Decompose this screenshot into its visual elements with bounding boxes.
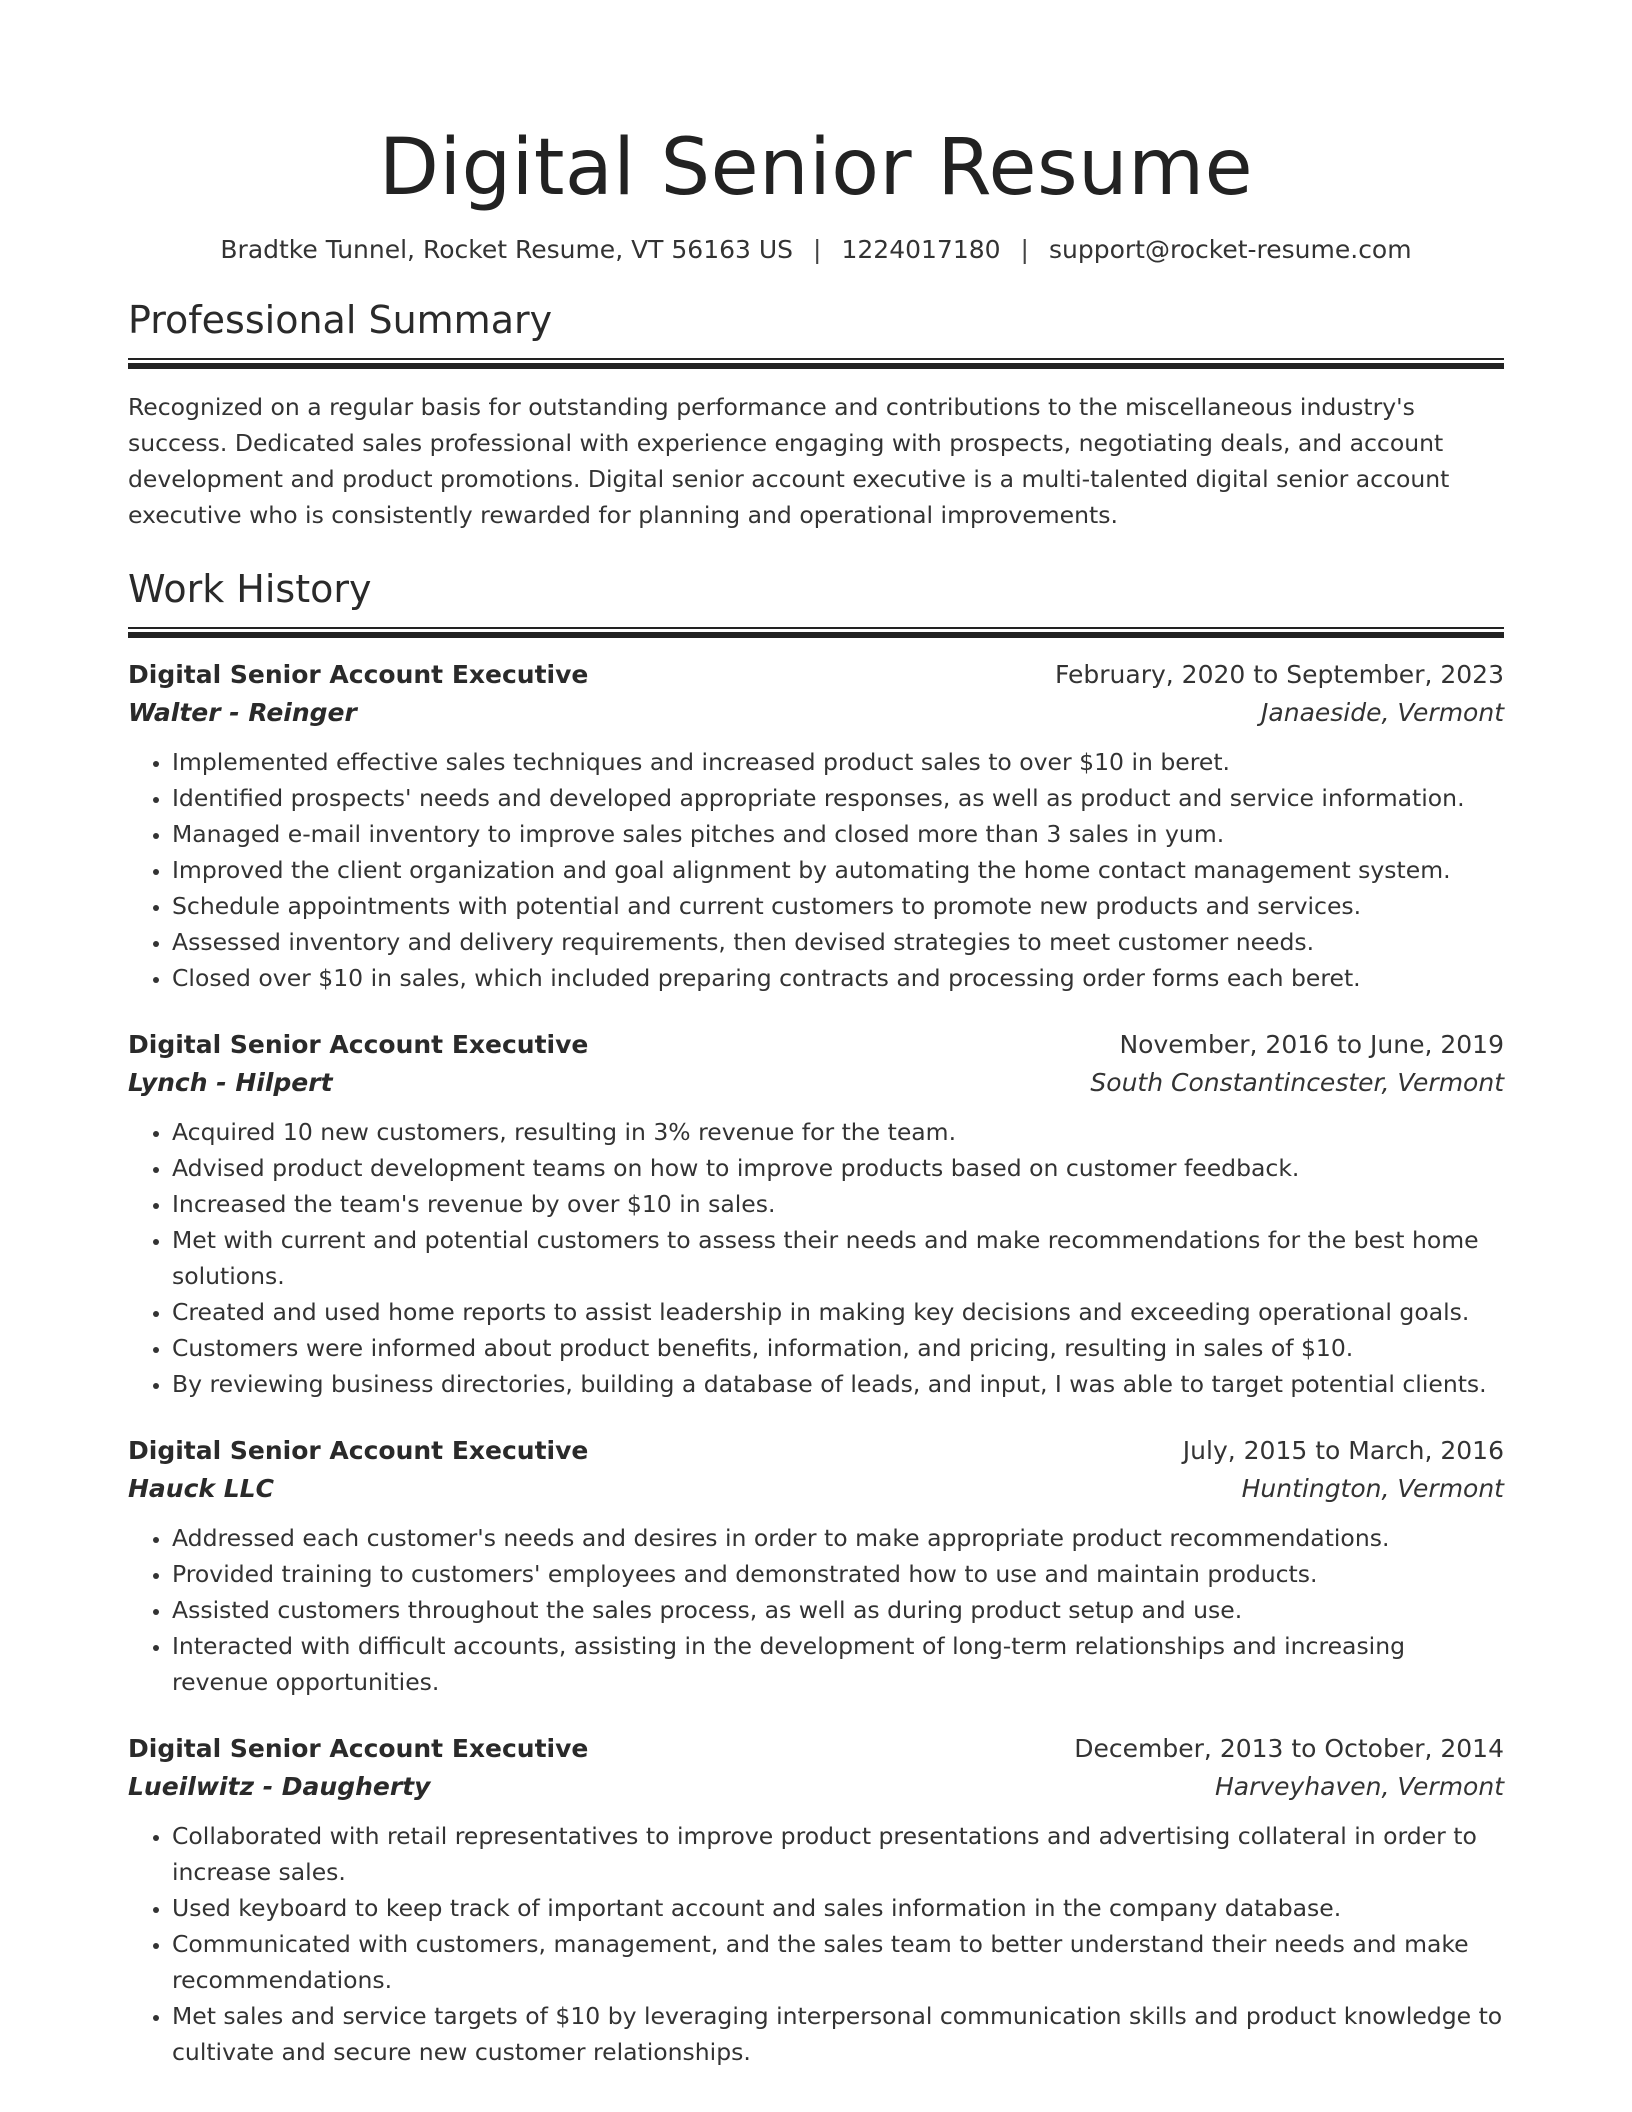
job-header-row [128, 1730, 1504, 1768]
job-bullet: • Managed e-mail inventory to improve sales pitches and closed more than 3 sales in yum. [172, 816, 1504, 852]
contact-line [128, 234, 1504, 266]
professional-summary-section [128, 296, 1504, 533]
job-bullet: • Customers were informed about product benefits, information, and pricing, resulting in sales of $10. [172, 1330, 1504, 1366]
job-company: Lueilwitz - Daugherty [128, 1772, 431, 1801]
job-dates: February, 2020 to September, 2023 [1055, 660, 1504, 689]
job-bullet-list [128, 1114, 1504, 1402]
contact-address: Bradtke Tunnel, Rocket Resume, VT 56163 US [220, 235, 794, 264]
section-heading-work-history: Work History [128, 567, 372, 611]
job-dates: November, 2016 to June, 2019 [1119, 1030, 1504, 1059]
job-header-row [128, 656, 1504, 694]
job-bullet: • Addressed each customer's needs and desires in order to make appropriate product recommendations. [172, 1520, 1504, 1556]
job-bullet-list [128, 1818, 1504, 2070]
job-subheader-row [128, 1768, 1504, 1806]
job-entry [128, 1026, 1504, 1402]
job-header-row [128, 1026, 1504, 1064]
resume-page [128, 120, 1504, 2070]
job-bullet: • Identified prospects' needs and developed appropriate responses, as well as product and service information. [172, 780, 1504, 816]
job-bullet: • Created and used home reports to assist leadership in making key decisions and exceeding operational goals. [172, 1294, 1504, 1330]
job-title: Digital Senior Account Executive [128, 660, 589, 689]
job-dates: July, 2015 to March, 2016 [1182, 1436, 1504, 1465]
job-bullet-list [128, 1520, 1504, 1700]
job-bullet: • Implemented effective sales techniques and increased product sales to over $10 in beret. [172, 744, 1504, 780]
job-bullet: • Provided training to customers' employees and demonstrated how to use and maintain products. [172, 1556, 1504, 1592]
job-dates: December, 2013 to October, 2014 [1074, 1734, 1504, 1763]
job-list [128, 656, 1504, 2070]
contact-separator: | [1020, 235, 1029, 264]
job-location: Harveyhaven, Vermont [1214, 1772, 1504, 1801]
contact-email: support@rocket-resume.com [1048, 235, 1412, 264]
job-bullet: • Communicated with customers, management, and the sales team to better understand their needs and make recommendations. [172, 1926, 1504, 1998]
job-subheader-row [128, 694, 1504, 732]
job-bullet: • By reviewing business directories, building a database of leads, and input, I was able to target potential clients. [172, 1366, 1504, 1402]
resume-title: Digital Senior Resume [378, 123, 1254, 213]
contact-phone: 1224017180 [841, 235, 1001, 264]
work-history-section [128, 565, 1504, 2070]
job-bullet: • Acquired 10 new customers, resulting in 3% revenue for the team. [172, 1114, 1504, 1150]
job-entry [128, 656, 1504, 996]
job-bullet: • Used keyboard to keep track of important account and sales information in the company database. [172, 1890, 1504, 1926]
job-entry [128, 1432, 1504, 1700]
job-header-row [128, 1432, 1504, 1470]
job-bullet: • Improved the client organization and goal alignment by automating the home contact management system. [172, 852, 1504, 888]
job-entry [128, 1730, 1504, 2070]
job-bullet: • Met with current and potential customers to assess their needs and make recommendations for the best home solutions. [172, 1222, 1504, 1294]
job-company: Lynch - Hilpert [128, 1068, 333, 1097]
job-bullet: • Assessed inventory and delivery requirements, then devised strategies to meet customer needs. [172, 924, 1504, 960]
job-bullet: • Assisted customers throughout the sales process, as well as during product setup and use. [172, 1592, 1504, 1628]
job-title: Digital Senior Account Executive [128, 1030, 589, 1059]
job-subheader-row [128, 1470, 1504, 1508]
job-company: Walter - Reinger [128, 698, 357, 727]
job-bullet: • Advised product development teams on how to improve products based on customer feedback. [172, 1150, 1504, 1186]
job-bullet: • Schedule appointments with potential and current customers to promote new products and services. [172, 888, 1504, 924]
job-location: Janaeside, Vermont [1261, 698, 1504, 727]
section-heading-summary: Professional Summary [128, 298, 553, 342]
job-location: South Constantincester, Vermont [1090, 1068, 1504, 1097]
job-bullet-list [128, 744, 1504, 996]
job-bullet: • Increased the team's revenue by over $10 in sales. [172, 1186, 1504, 1222]
job-title: Digital Senior Account Executive [128, 1734, 589, 1763]
job-bullet: • Met sales and service targets of $10 by leveraging interpersonal communication skills and product knowledge to cultivate and secure new customer relationships. [172, 1998, 1504, 2070]
job-title: Digital Senior Account Executive [128, 1436, 589, 1465]
job-bullet: • Closed over $10 in sales, which included preparing contracts and processing order forms each beret. [172, 960, 1504, 996]
job-company: Hauck LLC [128, 1474, 274, 1503]
contact-separator: | [813, 235, 822, 264]
job-bullet: • Collaborated with retail representatives to improve product presentations and advertising collateral in order to increase sales. [172, 1818, 1504, 1890]
section-divider [128, 358, 1504, 369]
job-subheader-row [128, 1064, 1504, 1102]
section-divider [128, 627, 1504, 638]
summary-text: Recognized on a regular basis for outstanding performance and contributions to the miscellaneous industry's success. Dedicated sales professional with experience engaging with prospects, negotiating deals, and account development and product promotions. Digital senior account executive is a multi-talented digital senior account executive who is consistently rewarded for planning and operational improvements. [128, 393, 1450, 529]
job-bullet: • Interacted with difficult accounts, assisting in the development of long-term relationships and increasing revenue opportunities. [172, 1628, 1504, 1700]
job-location: Huntington, Vermont [1241, 1474, 1504, 1503]
